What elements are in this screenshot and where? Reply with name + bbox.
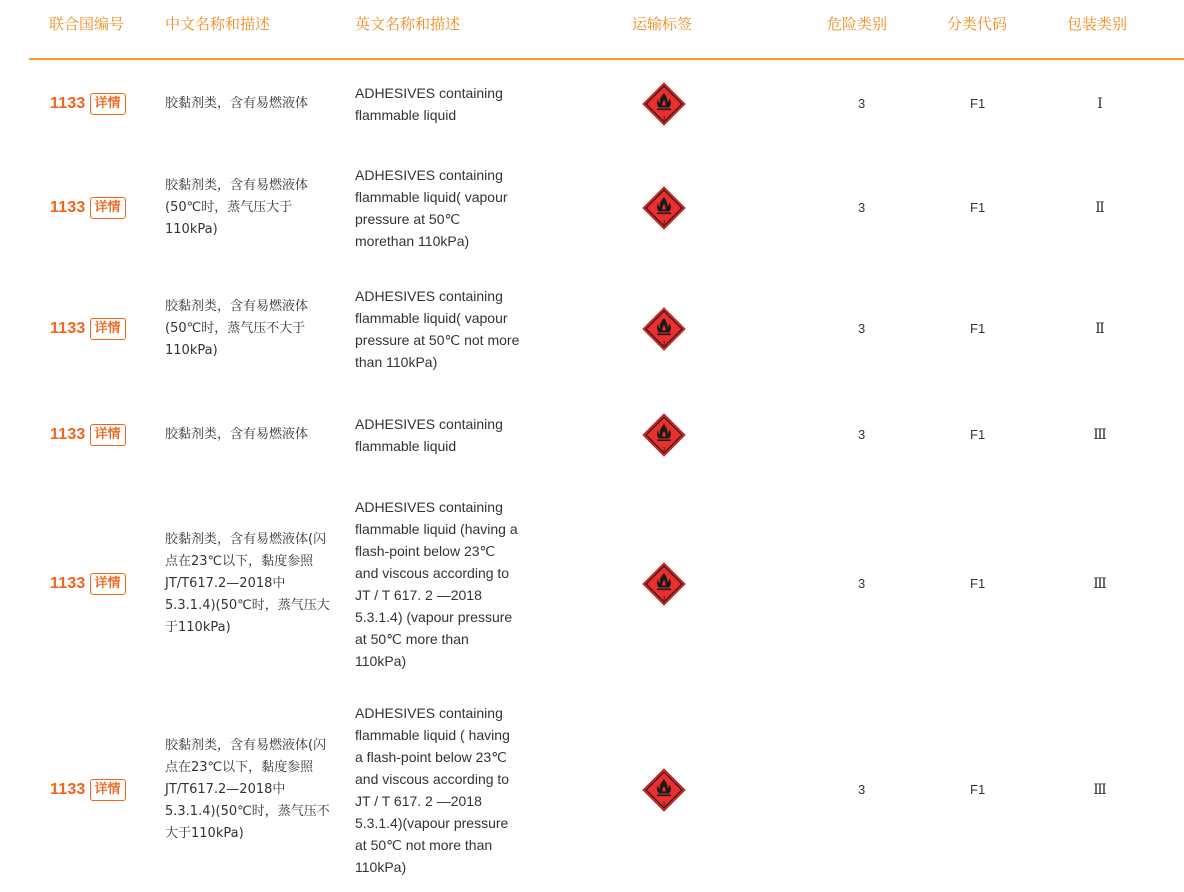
packing-group: Ⅱ — [1095, 200, 1105, 216]
cn-description: 胶黏剂类，含有易燃液体(闪点在23℃以下，黏度参照JT/T617.2—2018中5.3.1.4)(50℃时，蒸气压大于110kPa) — [165, 532, 330, 635]
cn-description: 胶黏剂类，含有易燃液体 — [165, 96, 309, 111]
svg-text:3: 3 — [662, 596, 666, 602]
header-en-name: 英文名称和描述 — [355, 15, 461, 33]
class-code: F1 — [970, 576, 986, 591]
table-row — [0, 148, 1184, 268]
class-code: F1 — [970, 321, 986, 336]
en-description: ADHESIVES containing flammable liquid( vapour pressure at 50℃ not more than 110kPa) — [355, 288, 520, 370]
flammable-liquid-class-3-icon — [642, 186, 686, 230]
un-number: 1133 — [50, 95, 86, 112]
flammable-liquid-class-3-icon — [642, 768, 686, 812]
svg-text:3: 3 — [662, 447, 666, 453]
detail-button[interactable]: 详情 — [90, 197, 126, 219]
flammable-liquid-class-3-icon — [642, 562, 686, 606]
un-number-cell — [50, 197, 126, 219]
un-number-cell — [50, 573, 126, 595]
flammable-liquid-class-3-icon — [642, 413, 686, 457]
svg-text:3: 3 — [662, 802, 666, 808]
table-row — [0, 268, 1184, 390]
un-number-cell — [50, 93, 126, 115]
hazard-class: 3 — [858, 96, 866, 111]
table-row — [0, 688, 1184, 892]
detail-button[interactable]: 详情 — [90, 779, 126, 801]
en-description: ADHESIVES containing flammable liquid ( having a flash-point below 23℃ and viscous according to JT / T 617. 2 —2018 5.3.1.4)(vapour pressure at 50℃ not more than 110kPa) — [355, 705, 510, 875]
packing-group: Ⅰ — [1097, 96, 1103, 112]
hazard-class: 3 — [858, 200, 866, 215]
class-code: F1 — [970, 782, 986, 797]
un-number: 1133 — [50, 199, 86, 216]
table-header — [0, 0, 1184, 60]
svg-text:3: 3 — [662, 220, 666, 226]
un-number: 1133 — [50, 575, 86, 592]
un-number-cell — [50, 779, 126, 801]
table-row — [0, 390, 1184, 480]
svg-text:3: 3 — [662, 116, 666, 122]
hazard-class: 3 — [858, 576, 866, 591]
flammable-liquid-class-3-icon — [642, 307, 686, 351]
packing-group: Ⅲ — [1093, 782, 1107, 798]
detail-button[interactable]: 详情 — [90, 318, 126, 340]
detail-button[interactable]: 详情 — [90, 93, 126, 115]
header-class-code: 分类代码 — [947, 15, 1008, 33]
detail-button[interactable]: 详情 — [90, 424, 126, 446]
un-number: 1133 — [50, 426, 86, 443]
un-number-cell — [50, 424, 126, 446]
detail-button[interactable]: 详情 — [90, 573, 126, 595]
packing-group: Ⅲ — [1093, 576, 1107, 592]
un-number: 1133 — [50, 320, 86, 337]
en-description: ADHESIVES containing flammable liquid( vapour pressure at 50℃ morethan 110kPa) — [355, 167, 508, 249]
header-transport-label: 运输标签 — [632, 15, 693, 33]
cn-description: 胶黏剂类，含有易燃液体(闪点在23℃以下，黏度参照JT/T617.2—2018中5.3.1.4)(50℃时，蒸气压不大于110kPa) — [165, 738, 330, 841]
cn-description: 胶黏剂类，含有易燃液体 — [165, 427, 309, 442]
en-description: ADHESIVES containing flammable liquid — [355, 416, 503, 454]
hazard-class: 3 — [858, 427, 866, 442]
header-un-number: 联合国编号 — [49, 15, 125, 33]
un-number: 1133 — [50, 781, 86, 798]
flammable-liquid-class-3-icon — [642, 82, 686, 126]
packing-group: Ⅲ — [1093, 427, 1107, 443]
hazard-class: 3 — [858, 782, 866, 797]
header-packing-group: 包装类别 — [1067, 15, 1128, 33]
en-description: ADHESIVES containing flammable liquid (having a flash-point below 23℃ and viscous according to JT / T 617. 2 —2018 5.3.1.4) (vapour pressure at 50℃ more than 110kPa) — [355, 499, 518, 669]
table-row — [0, 480, 1184, 688]
class-code: F1 — [970, 96, 986, 111]
cn-description: 胶黏剂类，含有易燃液体(50℃时，蒸气压大于110kPa) — [165, 178, 309, 237]
cn-description: 胶黏剂类，含有易燃液体(50℃时，蒸气压不大于110kPa) — [165, 299, 309, 358]
hazard-class: 3 — [858, 321, 866, 336]
en-description: ADHESIVES containing flammable liquid — [355, 85, 503, 123]
class-code: F1 — [970, 427, 986, 442]
class-code: F1 — [970, 200, 986, 215]
packing-group: Ⅱ — [1095, 321, 1105, 337]
header-hazard-class: 危险类别 — [827, 15, 888, 33]
un-number-cell — [50, 318, 126, 340]
table-row — [0, 60, 1184, 148]
svg-text:3: 3 — [662, 341, 666, 347]
header-cn-name: 中文名称和描述 — [165, 15, 271, 33]
